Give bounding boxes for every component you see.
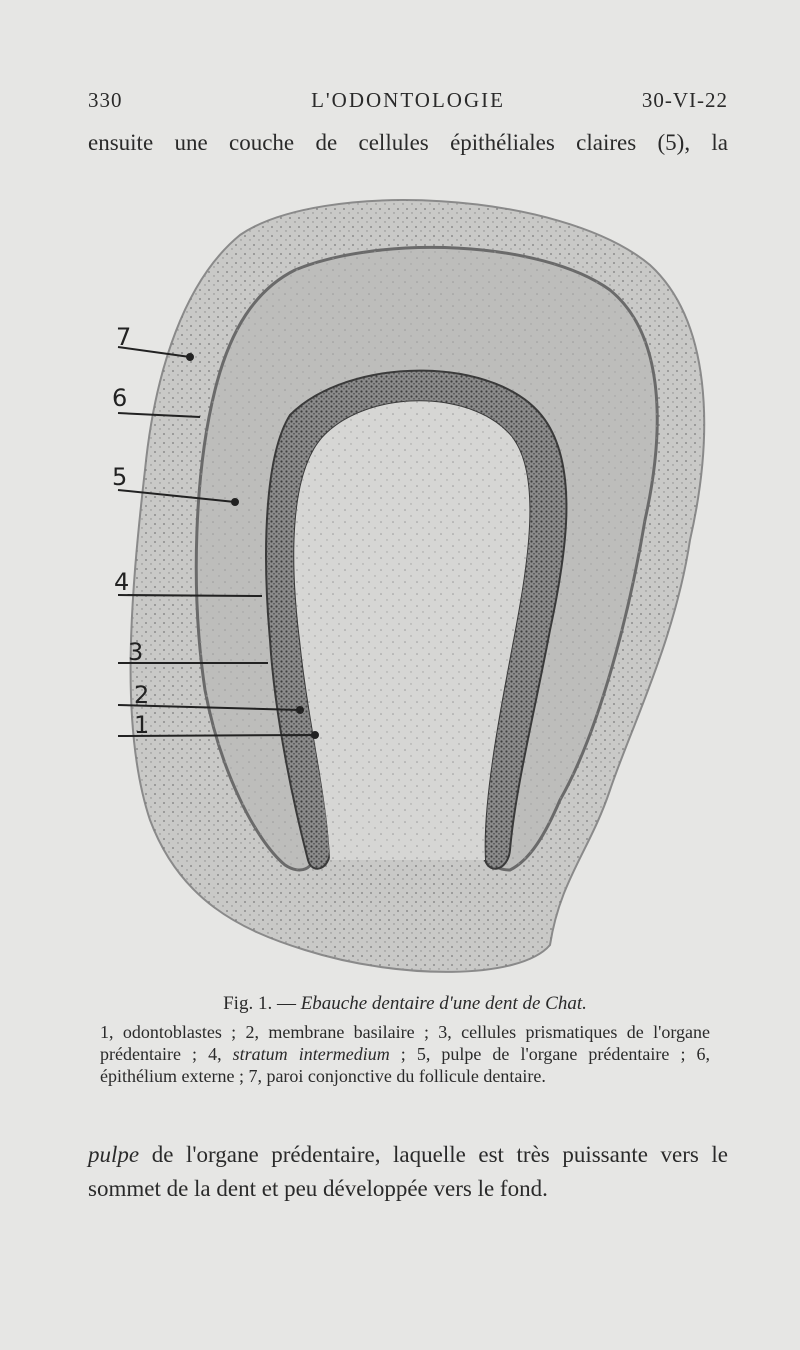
running-title: L'ODONTOLOGIE xyxy=(311,88,505,112)
italic-word: pulpe xyxy=(88,1142,140,1167)
caption-fig-label: Fig. 1. — xyxy=(223,993,301,1014)
figure-label-4: 4 xyxy=(114,568,130,596)
text-after-rest: de l'organe prédentaire, laquelle est très puissante vers le sommet de la dent et peu développée vers le fond. xyxy=(88,1142,728,1201)
figure-caption xyxy=(100,993,710,1087)
caption-title xyxy=(100,993,710,1015)
caption-legend-part-1: 1, odontoblastes ; 2, membrane basilaire ; 3, cellules prismatiques de l'organe prédentaire ; 4, xyxy=(100,1022,710,1064)
tooth-germ-illustration xyxy=(90,170,730,990)
figure-label-3: 3 xyxy=(128,638,144,666)
caption-legend-italic: stratum intermedium xyxy=(232,1044,390,1064)
caption-legend-part-2: ; 5, pulpe de l'organe prédentaire ; 6, épithélium externe ; 7, paroi conjonctive du follicule dentaire. xyxy=(100,1044,711,1086)
page-number: 330 xyxy=(88,88,123,112)
figure-label-5: 5 xyxy=(112,463,128,491)
figure-label-2: 2 xyxy=(134,681,150,709)
text-after-figure xyxy=(88,1138,728,1206)
text-before-figure: ensuite une couche de cellules épithéliales claires (5), la xyxy=(88,130,728,155)
figure-label-1: 1 xyxy=(134,711,150,739)
figure-label-6: 6 xyxy=(112,384,128,412)
caption-legend xyxy=(100,1021,710,1087)
figure-label-7: 7 xyxy=(116,323,132,351)
caption-title-italic: Ebauche dentaire d'une dent de Chat. xyxy=(300,993,587,1014)
issue-date: 30-VI-22 xyxy=(641,88,728,112)
page-header xyxy=(88,88,728,118)
